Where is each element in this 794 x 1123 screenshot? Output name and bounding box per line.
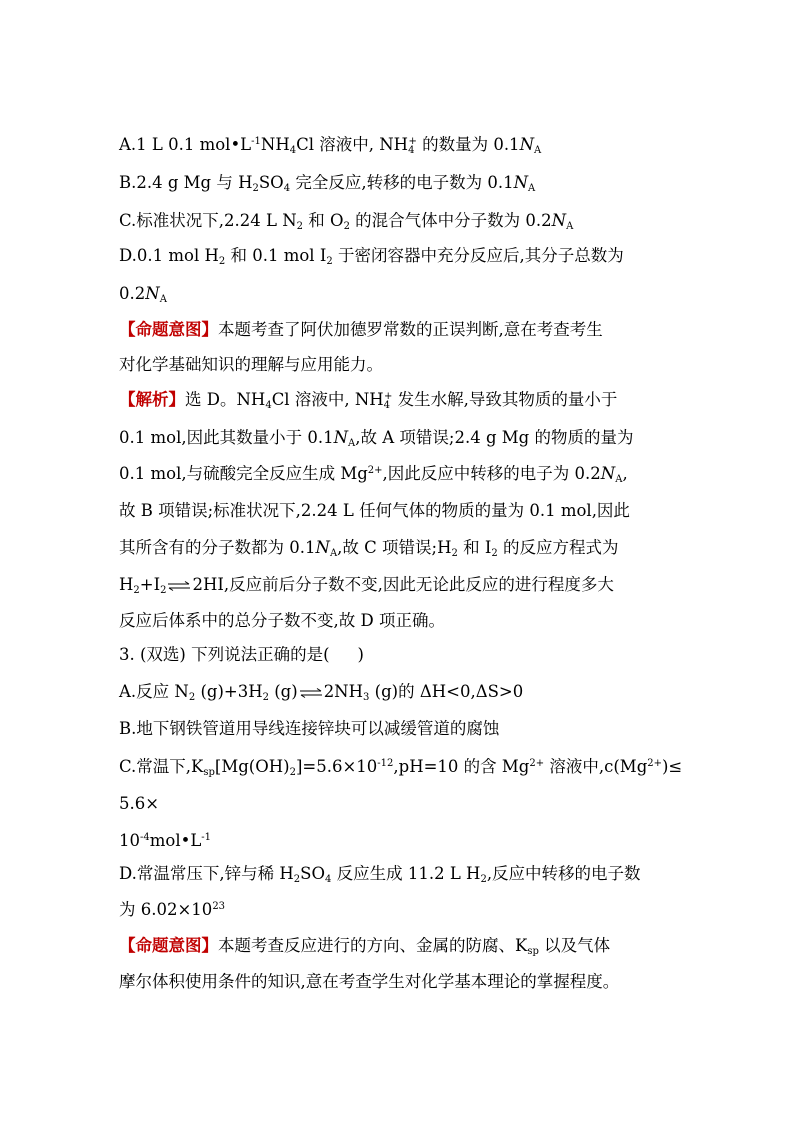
equilibrium-arrow-icon <box>299 688 323 698</box>
option-d-q3-continued <box>119 895 225 925</box>
text: 10 <box>119 831 140 850</box>
text: 0.2 <box>119 284 146 303</box>
text: B.2.4 g Mg 与 H <box>119 173 253 192</box>
intent-paragraph-1-continued <box>119 350 383 380</box>
option-c-q3-continued <box>119 789 159 819</box>
text: B.地下钢铁管道用导线连接锌块可以减缓管道的腐蚀 <box>119 719 500 738</box>
text: 和 I <box>457 538 492 557</box>
subscript: 2 <box>252 183 259 194</box>
intent-paragraph-2 <box>119 931 610 961</box>
text: C.标准状况下,2.24 L N <box>119 211 297 230</box>
subscript: 2 <box>296 221 304 232</box>
text: 2HI,反应前后分子数不变,因此无论此反应的进行程度多大 <box>192 575 614 594</box>
text: SO <box>258 173 284 192</box>
text: SO <box>300 864 325 883</box>
subscript: 2 <box>451 548 458 559</box>
equilibrium-arrow-icon <box>167 581 191 591</box>
subscript: 2 <box>491 548 498 559</box>
analysis-paragraph <box>119 385 617 415</box>
superscript: -1 <box>201 832 212 843</box>
analysis-line-5 <box>119 533 619 563</box>
text: C.常温下,K <box>119 757 204 776</box>
option-c-q3 <box>119 752 682 782</box>
text: 为 6.02×10 <box>119 900 213 919</box>
text: 反应后体系中的总分子数不变,故 D 项正确。 <box>119 611 445 630</box>
text: 其所含有的分子数都为 0.1 <box>119 538 316 557</box>
text: 发生水解,导致其物质的量小于 <box>392 390 618 409</box>
subscript: A <box>159 294 167 305</box>
subscript: 2 <box>326 256 333 267</box>
text: 0.1 mol,与硫酸完全反应生成 Mg <box>119 464 368 483</box>
subscript: sp <box>203 767 215 778</box>
text: ,因此反应中转移的电子为 0.2 <box>382 464 601 483</box>
option-c-q3-continued-2 <box>119 826 211 856</box>
subscript: 2 <box>293 874 301 885</box>
subscript: A <box>534 145 542 156</box>
subscript: 3 <box>363 692 370 703</box>
intent-tag: 【命题意图】 <box>119 320 218 339</box>
subscript: 4 <box>408 145 415 156</box>
italic-symbol: N <box>600 464 616 483</box>
analysis-line-2 <box>119 423 633 453</box>
superscript: -12 <box>377 758 394 769</box>
subscript: 4 <box>265 400 272 411</box>
text: A.1 L 0.1 mol•L <box>119 135 252 154</box>
text: ) <box>357 645 364 664</box>
superscript: -4 <box>140 832 150 843</box>
superscript: 2+ <box>367 465 383 476</box>
superscript: -1 <box>251 136 261 147</box>
analysis-tag: 【解析】 <box>119 390 185 409</box>
subscript: A <box>566 221 574 232</box>
text: (g) <box>269 682 298 701</box>
text: 完全反应,转移的电子数为 0.1 <box>290 173 514 192</box>
text: 0.1 mol,因此其数量小于 0.1 <box>119 428 334 447</box>
text: NH <box>260 135 290 154</box>
subscript: 2 <box>289 767 296 778</box>
option-a-q2 <box>119 130 541 160</box>
text: (g)的 ΔH<0,ΔS>0 <box>369 682 524 701</box>
text: +I <box>139 575 161 594</box>
subscript: 2 <box>160 585 167 596</box>
subscript: 2 <box>188 692 196 703</box>
superscript: 23 <box>212 901 226 912</box>
text: 5.6× <box>119 794 160 813</box>
subscript: 4 <box>283 183 291 194</box>
text: 的反应方程式为 <box>497 538 619 557</box>
text: Cl 溶液中, NH <box>296 135 409 154</box>
text: 3. (双选) 下列说法正确的是( <box>119 645 330 664</box>
analysis-line-7 <box>119 606 445 636</box>
italic-symbol: N <box>519 135 534 154</box>
text: 的数量为 0.1 <box>416 135 520 154</box>
analysis-line-6 <box>119 570 614 600</box>
subscript: 4 <box>289 145 297 156</box>
text: H <box>119 575 134 594</box>
superscript: + <box>384 391 393 402</box>
analysis-line-4 <box>119 496 630 526</box>
text: 对化学基础知识的理解与应用能力。 <box>119 355 383 374</box>
text: 2NH <box>323 682 364 701</box>
subscript: A <box>348 438 356 449</box>
text: 的混合气体中分子数为 0.2 <box>349 211 552 230</box>
subscript: 2 <box>218 256 226 267</box>
text: 本题考查了阿伏加德罗常数的正误判断,意在考查考生 <box>218 320 603 339</box>
text: ,pH=10 的含 Mg <box>393 757 530 776</box>
italic-symbol: N <box>145 284 160 303</box>
option-b-q2 <box>119 168 535 198</box>
option-c-q2 <box>119 206 573 236</box>
analysis-line-3 <box>119 459 628 489</box>
italic-symbol: N <box>551 211 567 230</box>
text: ,故 C 项错误;H <box>337 538 452 557</box>
text: D.常温常压下,锌与稀 H <box>119 864 294 883</box>
subscript: 4 <box>324 874 332 885</box>
text: ,故 A 项错误;2.4 g Mg 的物质的量为 <box>355 428 634 447</box>
text: Cl 溶液中, NH <box>271 390 384 409</box>
subscript: A <box>329 548 338 559</box>
italic-symbol: N <box>513 173 529 192</box>
subscript: 4 <box>383 400 391 411</box>
text: 故 B 项错误;标准状况下,2.24 L 任何气体的物质的量为 0.1 mol,因此 <box>119 501 630 520</box>
text: 于密闭容器中充分反应后,其分子总数为 <box>332 246 624 265</box>
option-a-q3 <box>119 677 523 707</box>
intent-tag: 【命题意图】 <box>119 936 218 955</box>
option-b-q3 <box>119 714 499 744</box>
text: 选 D。NH <box>185 390 266 409</box>
option-d-q2-continued <box>119 279 167 309</box>
text: mol•L <box>149 831 202 850</box>
text: 摩尔体积使用条件的知识,意在考查学生对化学基本理论的掌握程度。 <box>119 972 620 991</box>
text: (g)+3H <box>195 682 263 701</box>
intent-paragraph-1 <box>119 315 603 345</box>
superscript: 2+ <box>647 758 662 769</box>
text: 溶液中,c(Mg <box>544 757 648 776</box>
text: 反应生成 11.2 L H <box>331 864 481 883</box>
subscript: A <box>615 474 623 485</box>
subscript: 2 <box>262 692 269 703</box>
question-3-stem <box>119 640 364 670</box>
intent-paragraph-2-continued <box>119 967 619 997</box>
text: [Mg(OH) <box>214 757 290 776</box>
text: , <box>622 464 628 483</box>
text: 以及气体 <box>538 936 611 955</box>
italic-symbol: N <box>333 428 349 447</box>
subscript: 2 <box>480 874 487 885</box>
option-d-q3 <box>119 859 641 889</box>
text: 本题考查反应进行的方向、金属的防腐、K <box>218 936 528 955</box>
text: D.0.1 mol H <box>119 246 219 265</box>
subscript: 2 <box>343 221 350 232</box>
italic-symbol: N <box>315 538 330 557</box>
subscript: A <box>528 183 536 194</box>
text: )≤ <box>662 757 683 776</box>
text: 和 O <box>303 211 344 230</box>
superscript: 2+ <box>529 758 545 769</box>
text: A.反应 N <box>119 682 189 701</box>
text: ]=5.6×10 <box>295 757 378 776</box>
option-d-q2 <box>119 241 624 271</box>
subscript: 2 <box>133 585 140 596</box>
text: 和 0.1 mol I <box>225 246 327 265</box>
subscript: sp <box>527 946 539 957</box>
text: ,反应中转移的电子数 <box>486 864 641 883</box>
superscript: + <box>408 136 417 147</box>
